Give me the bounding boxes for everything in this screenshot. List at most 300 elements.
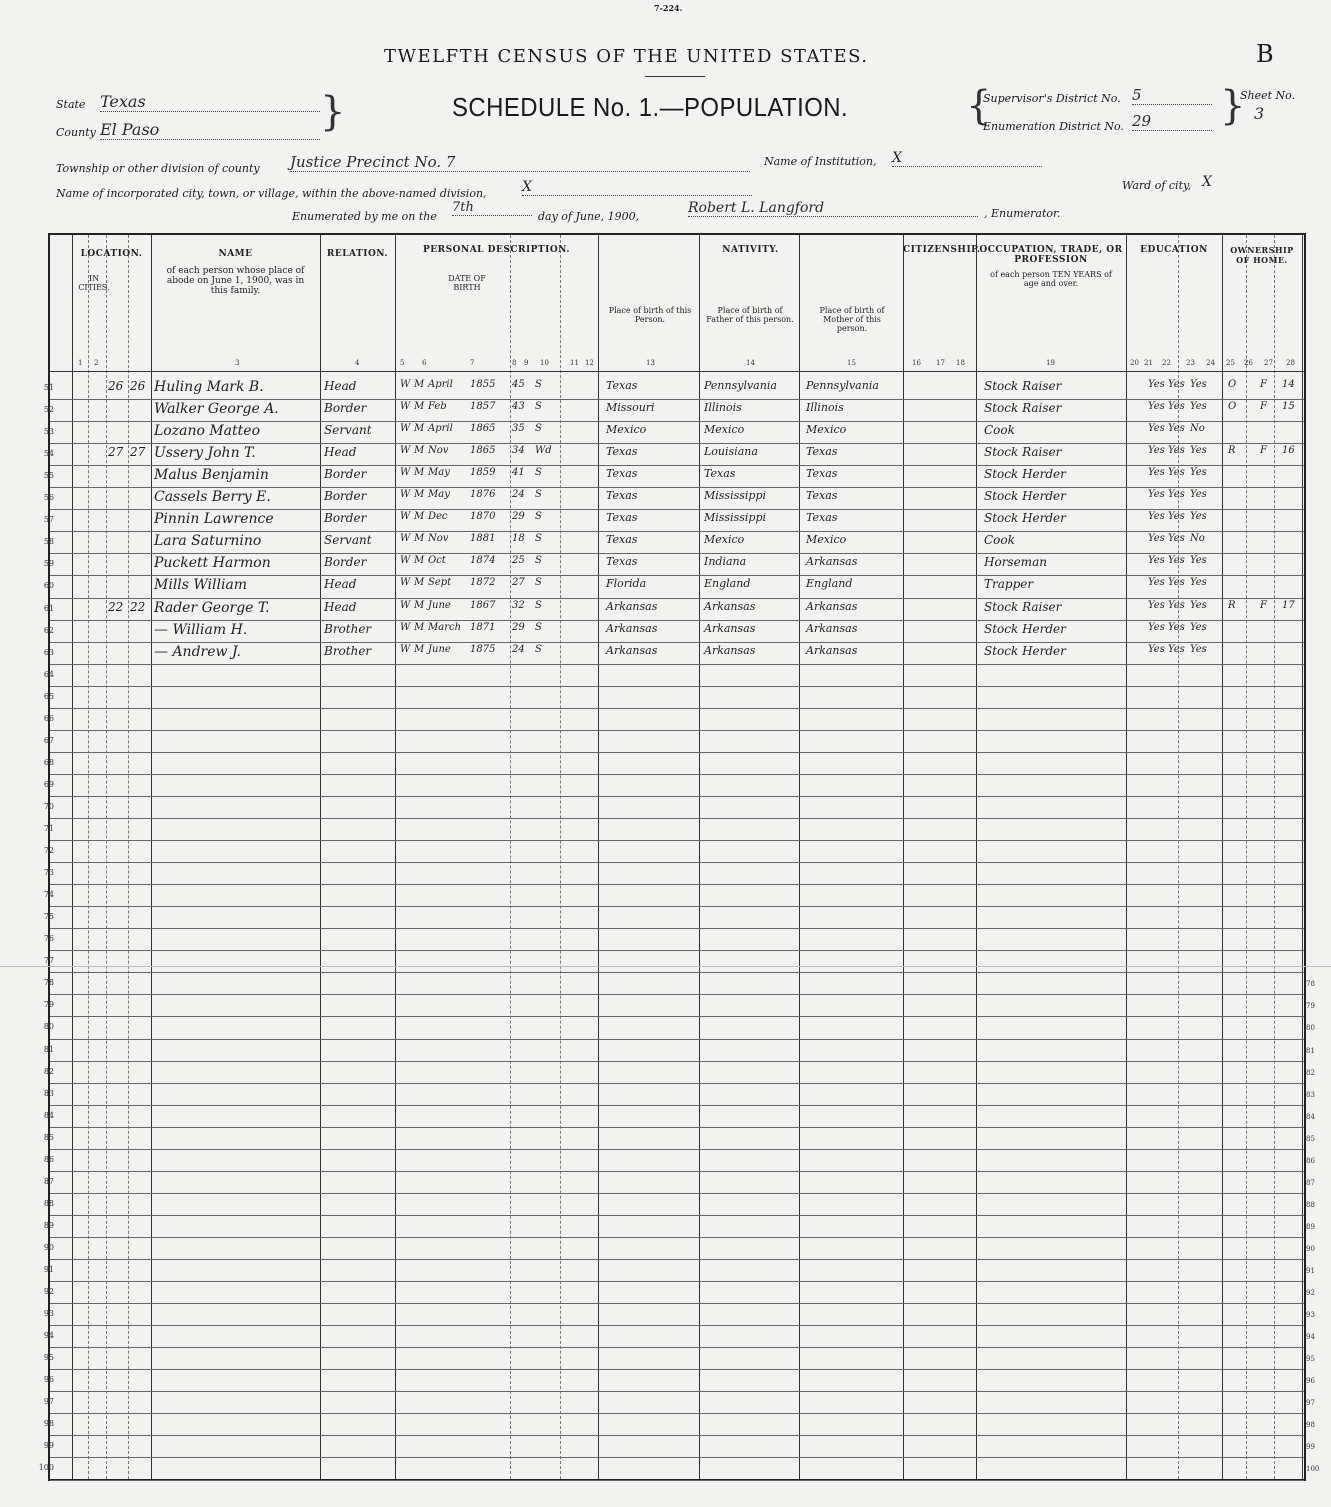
page-fold — [0, 966, 1331, 967]
row-number-right: 99 — [1306, 1443, 1315, 1452]
cell-father: Mexico — [704, 423, 745, 437]
row-rule — [50, 399, 1304, 400]
row-rule — [50, 862, 1304, 863]
header-bottom-rule — [50, 371, 1304, 372]
cell-farm: 16 — [1282, 445, 1295, 457]
row-number: 70 — [43, 801, 54, 811]
cell-color: W — [400, 467, 411, 479]
cell-occupation: Stock Raiser — [984, 401, 1062, 416]
cell-father: Mississippi — [704, 489, 766, 503]
column-number: 12 — [585, 359, 594, 367]
column-number: 5 — [400, 359, 405, 367]
column-number: 22 — [1162, 359, 1171, 367]
row-rule — [50, 1480, 1304, 1481]
row-number-right: 84 — [1306, 1112, 1315, 1121]
cell-month: April — [428, 423, 453, 435]
column-number: 15 — [847, 359, 856, 367]
row-rule — [50, 796, 1304, 797]
state-value: Texas — [100, 92, 320, 112]
cell-farm: 15 — [1282, 401, 1295, 413]
state-label: State — [56, 98, 86, 111]
cell-occupation: Stock Herder — [984, 511, 1066, 526]
cell-color: W — [400, 423, 411, 435]
cell-write: Yes — [1168, 555, 1185, 567]
column-number: 2 — [94, 359, 99, 367]
cell-color: W — [400, 599, 411, 611]
cell-free: F — [1260, 599, 1267, 611]
row-number: 64 — [43, 669, 54, 679]
cell-year: 1855 — [470, 379, 496, 390]
row-number-right: 82 — [1306, 1068, 1315, 1077]
city-label: Name of incorporated city, town, or village, within the above-named division, — [56, 187, 487, 200]
cell-birth: Arkansas — [606, 643, 658, 657]
row-rule — [50, 465, 1304, 466]
cell-read: Yes — [1148, 643, 1165, 655]
cell-father: Arkansas — [704, 599, 756, 613]
row-rule — [50, 1413, 1304, 1414]
column-number: 7 — [470, 359, 475, 367]
cell-name: Puckett Harmon — [154, 555, 271, 572]
row-number: 82 — [43, 1066, 54, 1076]
cell-occupation: Stock Herder — [984, 643, 1066, 658]
title-rule — [645, 76, 705, 77]
education-header: EDUCATION — [1140, 245, 1208, 255]
row-number: 56 — [43, 493, 54, 503]
row-number: 90 — [43, 1242, 54, 1252]
cell-name: Cassels Berry E. — [154, 489, 271, 506]
cell-english: Yes — [1190, 511, 1207, 523]
cell-english: Yes — [1190, 401, 1207, 413]
column-number: 6 — [422, 359, 427, 367]
cell-owned: R — [1228, 599, 1236, 611]
cell-color: W — [400, 643, 411, 655]
cell-sex: M — [414, 423, 425, 435]
cell-write: Yes — [1168, 379, 1185, 390]
row-rule — [50, 421, 1304, 422]
cell-birth: Mexico — [606, 423, 647, 437]
county-value: El Paso — [100, 120, 320, 140]
cell-free: F — [1260, 401, 1267, 413]
cell-english: Yes — [1190, 379, 1207, 390]
enumerated-suffix: day of June, 1900, — [538, 210, 640, 223]
cell-mother: Arkansas — [806, 621, 858, 635]
enumeration-value: 29 — [1132, 112, 1212, 131]
row-number-right: 80 — [1306, 1024, 1315, 1033]
cell-sex: M — [414, 489, 425, 501]
row-number: 59 — [43, 559, 54, 569]
cell-farm: 14 — [1282, 379, 1295, 390]
cell-birth: Texas — [606, 379, 638, 392]
row-number: 68 — [43, 757, 54, 767]
cell-month: June — [428, 643, 451, 655]
cell-month: March — [428, 621, 462, 633]
cell-sex: M — [414, 467, 425, 479]
row-rule — [50, 1016, 1304, 1017]
cell-month: May — [428, 489, 450, 501]
column-number: 28 — [1286, 359, 1295, 367]
cell-sex: M — [414, 511, 425, 523]
cell-name: Mills William — [154, 577, 248, 594]
cell-dwelling: 26 — [108, 379, 124, 393]
relation-header: RELATION. — [326, 249, 389, 259]
cell-mother: Texas — [806, 511, 838, 525]
cell-dwelling: 27 — [108, 445, 124, 460]
cell-occupation: Horseman — [984, 555, 1047, 570]
row-rule — [50, 664, 1304, 665]
column-number: 26 — [1244, 359, 1253, 367]
cell-month: Oct — [428, 555, 446, 567]
column-number: 13 — [646, 359, 655, 367]
column-number: 10 — [540, 359, 549, 367]
cell-birth: Missouri — [606, 401, 655, 415]
state-brace: } — [320, 89, 346, 135]
ward-value: X — [1202, 174, 1212, 190]
cell-dwelling: 22 — [108, 599, 124, 614]
row-number-right: 87 — [1306, 1178, 1315, 1187]
row-number: 100 — [38, 1463, 54, 1473]
cell-free: F — [1260, 379, 1267, 390]
cell-write: Yes — [1168, 489, 1185, 501]
row-number: 51 — [43, 383, 54, 392]
row-number: 57 — [43, 515, 54, 525]
cell-relation: Border — [324, 489, 367, 504]
cell-write: Yes — [1168, 467, 1185, 479]
row-number: 88 — [43, 1198, 54, 1208]
row-rule — [50, 1237, 1304, 1238]
dob-header: DATE OF BIRTH — [448, 274, 486, 292]
cell-year: 1865 — [470, 423, 496, 435]
cell-marital: S — [535, 379, 542, 390]
row-number: 99 — [43, 1441, 54, 1451]
column-number: 1 — [78, 359, 83, 367]
row-number-right: 91 — [1306, 1267, 1315, 1275]
row-number: 78 — [43, 978, 54, 988]
cell-sex: M — [414, 445, 425, 457]
cell-birth: Texas — [606, 511, 638, 525]
row-number: 65 — [43, 691, 54, 701]
cell-month: April — [428, 379, 453, 390]
cell-mother: England — [806, 577, 853, 591]
cell-marital: S — [535, 533, 542, 545]
row-number: 58 — [43, 537, 54, 547]
cell-marital: S — [535, 423, 542, 435]
row-number: 66 — [43, 713, 54, 723]
cell-month: Feb — [428, 401, 447, 413]
row-rule — [50, 575, 1304, 576]
cell-marital: S — [535, 489, 542, 501]
cell-father: Illinois — [704, 401, 742, 415]
row-number-right: 85 — [1306, 1134, 1315, 1143]
row-number: 52 — [43, 405, 54, 415]
row-rule — [50, 1391, 1304, 1392]
column-number: 25 — [1226, 359, 1235, 367]
cell-color: W — [400, 555, 411, 567]
row-number-right: 78 — [1306, 980, 1315, 989]
row-number-right: 90 — [1306, 1244, 1315, 1253]
cell-birth: Texas — [606, 533, 638, 547]
cell-age: 25 — [512, 555, 525, 567]
cell-read: Yes — [1148, 379, 1165, 390]
cell-age: 34 — [512, 445, 525, 457]
cell-marital: S — [535, 577, 542, 589]
column-number: 23 — [1186, 359, 1195, 367]
row-rule — [50, 509, 1304, 510]
row-rule — [50, 1193, 1304, 1194]
cell-father: Texas — [704, 467, 736, 481]
cell-marital: S — [535, 555, 542, 567]
cell-father: Mississippi — [704, 511, 766, 525]
citizenship-header: CITIZENSHIP. — [903, 245, 981, 255]
row-number: 67 — [43, 735, 54, 745]
row-number: 81 — [43, 1044, 54, 1054]
cell-english: Yes — [1190, 489, 1207, 501]
row-number: 61 — [43, 603, 54, 613]
cell-occupation: Stock Herder — [984, 621, 1066, 636]
row-rule — [50, 1127, 1304, 1128]
cell-english: Yes — [1190, 599, 1207, 611]
cell-read: Yes — [1148, 599, 1165, 611]
cell-age: 41 — [512, 467, 525, 479]
cell-birth: Texas — [606, 467, 638, 481]
district-brace-right: } — [1220, 83, 1246, 129]
cell-english: Yes — [1190, 555, 1207, 567]
row-number-right: 95 — [1306, 1355, 1315, 1364]
row-rule — [50, 708, 1304, 709]
nativity-header: NATIVITY. — [722, 245, 779, 255]
column-number: 24 — [1206, 359, 1215, 367]
cell-name: Ussery John T. — [154, 445, 256, 462]
cell-occupation: Cook — [984, 423, 1015, 438]
row-number: 71 — [43, 824, 54, 833]
column-number: 21 — [1144, 359, 1153, 367]
row-number: 72 — [43, 846, 54, 856]
cell-year: 1875 — [470, 643, 496, 655]
row-number: 54 — [43, 449, 54, 459]
cell-mother: Arkansas — [806, 599, 858, 613]
row-number: 75 — [43, 912, 54, 922]
cell-age: 32 — [512, 599, 525, 611]
cell-father: Pennsylvania — [704, 379, 777, 392]
cell-age: 29 — [512, 511, 525, 523]
row-rule — [50, 1083, 1304, 1084]
column-number: 20 — [1130, 359, 1139, 367]
cell-relation: Border — [324, 555, 367, 570]
cell-english: Yes — [1190, 643, 1207, 655]
cell-family: 22 — [130, 599, 146, 614]
enumerated-day: 7th — [452, 200, 532, 216]
column-number: 3 — [235, 359, 240, 367]
row-rule — [50, 730, 1304, 731]
cell-name: Huling Mark B. — [154, 379, 264, 395]
row-number-right: 93 — [1306, 1311, 1315, 1320]
cell-relation: Border — [324, 511, 367, 526]
cell-relation: Border — [324, 467, 367, 482]
row-number: 85 — [43, 1132, 54, 1142]
cell-english: Yes — [1190, 621, 1207, 633]
row-rule — [50, 1259, 1304, 1260]
row-rule — [50, 642, 1304, 643]
cell-name: Malus Benjamin — [154, 467, 269, 484]
row-number: 91 — [43, 1265, 54, 1274]
cell-write: Yes — [1168, 511, 1185, 523]
district-brace-left: { — [966, 83, 992, 129]
in-cities-header: IN CITIES. — [78, 274, 110, 292]
institution-label: Name of Institution, — [764, 155, 877, 168]
cell-year: 1871 — [470, 621, 496, 633]
cell-write: Yes — [1168, 577, 1185, 589]
cell-marital: Wd — [535, 445, 552, 457]
row-rule — [50, 950, 1304, 951]
row-number: 89 — [43, 1220, 54, 1230]
cell-write: Yes — [1168, 621, 1185, 633]
enumeration-label: Enumeration District No. — [983, 120, 1124, 133]
cell-sex: M — [414, 643, 425, 655]
sheet-label: Sheet No. — [1240, 89, 1296, 102]
cell-color: W — [400, 621, 411, 633]
cell-marital: S — [535, 621, 542, 633]
cell-month: Nov — [428, 445, 449, 457]
row-number-right: 88 — [1306, 1200, 1315, 1209]
column-number: 14 — [746, 359, 755, 367]
cell-english: Yes — [1190, 467, 1207, 479]
row-rule — [50, 1435, 1304, 1436]
schedule-title: SCHEDULE No. 1.—POPULATION. — [452, 92, 849, 122]
cell-write: Yes — [1168, 599, 1185, 611]
cell-relation: Servant — [324, 533, 372, 548]
cell-month: Nov — [428, 533, 449, 545]
row-rule — [50, 1281, 1304, 1282]
column-number: 27 — [1264, 359, 1273, 367]
cell-age: 43 — [512, 401, 525, 413]
row-number: 86 — [43, 1154, 54, 1164]
row-rule — [50, 620, 1304, 621]
cell-read: Yes — [1148, 511, 1165, 523]
cell-owned: O — [1228, 379, 1237, 390]
census-title: TWELFTH CENSUS OF THE UNITED STATES. — [384, 46, 869, 67]
row-rule — [50, 840, 1304, 841]
census-table — [38, 233, 1320, 1481]
cell-age: 27 — [512, 577, 525, 589]
row-rule — [50, 928, 1304, 929]
cell-birth: Arkansas — [606, 599, 658, 613]
row-number: 84 — [43, 1110, 54, 1120]
cell-write: Yes — [1168, 533, 1185, 545]
cell-father: Indiana — [704, 555, 747, 569]
cell-year: 1874 — [470, 555, 496, 567]
cell-name: — Andrew J. — [154, 643, 241, 660]
column-number: 11 — [570, 359, 579, 367]
row-number-right: 100 — [1306, 1465, 1320, 1474]
row-rule — [50, 553, 1304, 554]
cell-color: W — [400, 401, 411, 413]
cell-marital: S — [535, 401, 542, 413]
row-number: 96 — [43, 1375, 54, 1385]
row-number-right: 89 — [1306, 1222, 1315, 1231]
cell-english: Yes — [1190, 445, 1207, 457]
cell-age: 45 — [512, 379, 525, 390]
cell-age: 29 — [512, 621, 525, 633]
cell-relation: Border — [324, 401, 367, 416]
row-number: 79 — [43, 1000, 54, 1010]
cell-mother: Illinois — [806, 401, 844, 415]
cell-sex: M — [414, 621, 425, 633]
cell-read: Yes — [1148, 467, 1165, 479]
row-number-right: 81 — [1306, 1046, 1315, 1055]
row-number: 60 — [43, 581, 54, 591]
cell-color: W — [400, 533, 411, 545]
column-number: 18 — [956, 359, 965, 367]
county-label: County — [56, 126, 96, 139]
row-number: 95 — [43, 1353, 54, 1363]
cell-year: 1876 — [470, 489, 496, 501]
cell-year: 1865 — [470, 445, 496, 457]
row-rule — [50, 487, 1304, 488]
row-number: 87 — [43, 1176, 54, 1186]
row-number: 92 — [43, 1287, 54, 1297]
row-number-right: 96 — [1306, 1377, 1315, 1386]
cell-relation: Brother — [324, 643, 372, 658]
cell-marital: S — [535, 599, 542, 611]
cell-read: Yes — [1148, 423, 1165, 435]
row-rule — [50, 994, 1304, 995]
cell-color: W — [400, 489, 411, 501]
row-rule — [50, 1171, 1304, 1172]
cell-marital: S — [535, 467, 542, 479]
cell-year: 1881 — [470, 533, 496, 545]
cell-marital: S — [535, 643, 542, 655]
cell-sex: M — [414, 555, 425, 567]
row-number: 83 — [43, 1088, 54, 1098]
column-number: 17 — [936, 359, 945, 367]
birth-father-header: Place of birth of Father of this person. — [706, 306, 794, 324]
row-rule — [50, 818, 1304, 819]
cell-english: Yes — [1190, 577, 1207, 589]
cell-read: Yes — [1148, 533, 1165, 545]
row-number-right: 97 — [1306, 1399, 1315, 1408]
row-rule — [50, 884, 1304, 885]
cell-mother: Texas — [806, 467, 838, 481]
row-rule — [50, 1457, 1304, 1458]
form-code: 7-224. — [654, 3, 683, 13]
cell-color: W — [400, 577, 411, 589]
cell-father: Louisiana — [704, 445, 758, 459]
cell-english: No — [1190, 423, 1205, 435]
ward-label: Ward of city, — [1122, 179, 1192, 192]
cell-sex: M — [414, 577, 425, 589]
cell-birth: Arkansas — [606, 621, 658, 635]
cell-owned: O — [1228, 401, 1237, 413]
cell-sex: M — [414, 533, 425, 545]
cell-mother: Arkansas — [806, 643, 858, 657]
occupation-header: OCCUPATION, TRADE, OR PROFESSION — [979, 245, 1123, 265]
cell-relation: Head — [324, 599, 357, 614]
cell-read: Yes — [1148, 621, 1165, 633]
cell-occupation: Stock Raiser — [984, 445, 1062, 460]
cell-mother: Texas — [806, 445, 838, 459]
cell-mother: Mexico — [806, 423, 847, 437]
row-number-right: 92 — [1306, 1289, 1315, 1298]
cell-family: 27 — [130, 445, 146, 460]
cell-name: — William H. — [154, 621, 248, 638]
row-number: 55 — [43, 471, 54, 481]
cell-read: Yes — [1148, 577, 1165, 589]
cell-name: Lara Saturnino — [154, 533, 262, 550]
township-value: Justice Precinct No. 7 — [290, 153, 750, 172]
sheet-value: 3 — [1254, 104, 1265, 123]
cell-occupation: Stock Herder — [984, 467, 1066, 482]
column-number: 4 — [355, 359, 360, 367]
cell-family: 26 — [130, 379, 146, 393]
